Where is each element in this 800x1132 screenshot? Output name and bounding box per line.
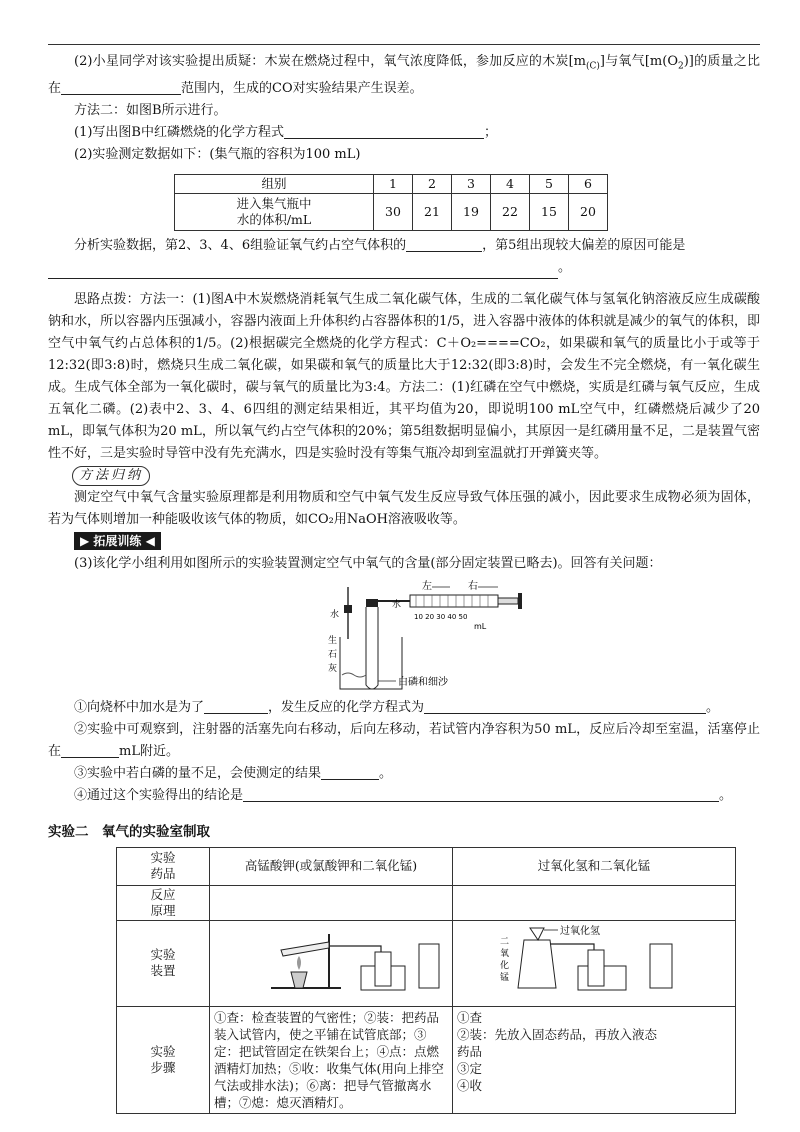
mno2-label-3: 化 [500, 960, 510, 971]
method-summary-text: 测定空气中氧气含量实验原理都是利用物质和空气中氧气发生反应导致气体压强的减小，因此要求生成物必须为固体，若为气体则增加一种能吸收该气体的物质，如CO₂用NaOH溶液吸收等。 [48, 489, 760, 527]
extension-badge-row [48, 531, 760, 553]
conical-flask [518, 940, 556, 988]
analysis-line: 分析实验数据，第2、3、4、6组验证氧气约占空气体积的 ，第5组出现较大偏差的原因可能是 [74, 237, 686, 253]
steps-left-cell: ①查：检查装置的气密性；②装：把药品装入试管内，使之平铺在试管底部；③定：把试管固定在铁架台上；④点：点燃酒精灯加热；⑤收：收集气体(用向上排空气法或排水法)；⑥离：把导气管撤离水槽；⑦熄：熄灭酒精灯。 [210, 1006, 453, 1113]
mno2-label-1: 二 [500, 936, 510, 947]
extension-badge: ▶ 拓展训练 ◀ [74, 532, 161, 550]
h2o2-apparatus-diagram [454, 922, 734, 998]
syringe-barrel [410, 595, 498, 607]
principle-cell-right[interactable] [453, 885, 736, 920]
funnel [530, 928, 544, 940]
conclusion-blank[interactable] [243, 786, 719, 802]
row-label-cell: 进入集气瓶中 水的体积/mL [175, 193, 374, 230]
kmno4-header: 高锰酸钾(或氯酸钾和二氧化锰) [210, 847, 453, 885]
equation-blank-2[interactable] [424, 698, 706, 714]
method-summary-badge-row [48, 465, 760, 487]
steps-label-cell: 实验 步骤 [117, 1006, 210, 1113]
scale-label: 10 20 30 40 50 [414, 612, 468, 621]
sub-question-4: ④通过这个实验得出的结论是 。 [74, 787, 733, 803]
gas-bottle-2 [650, 944, 672, 988]
h2o2-header: 过氧化氢和二氧化锰 [453, 847, 736, 885]
collecting-bottle-2 [588, 950, 604, 986]
steps-right-cell: ①查 ②装：先放入固态药品，再放入液态 药品 ③定 ④收 [453, 1006, 736, 1113]
phosphorus-label: 白磷和细沙 [398, 676, 448, 688]
method2-heading: 方法二：如图B所示进行。 [74, 102, 227, 118]
principle-cell-left[interactable] [210, 885, 453, 920]
answer-blank[interactable] [61, 79, 181, 95]
flame [297, 956, 301, 970]
test-tube [366, 607, 378, 689]
group-cell: 1 [374, 174, 413, 193]
delivery-tube-2 [550, 944, 594, 962]
apparatus-figure [48, 577, 760, 695]
method-summary-badge: 方法归纳 [72, 466, 150, 486]
lime-label-1: 生 [328, 635, 338, 646]
question-2-paragraph: (2)小星同学对该实验提出质疑：木炭在燃烧过程中，氧气浓度降低，参加反应的木炭$[m_{(C)}]$与氧气$[m(O_2)]$的质量之比在 范围内，生成的CO对实验结果产生误差。 [48, 54, 760, 96]
water-label-1: 水 [330, 609, 340, 620]
result-blank[interactable] [321, 764, 379, 780]
principle-label-cell: 反应 原理 [117, 885, 210, 920]
section-2-heading: 实验二 氧气的实验室制取 [48, 823, 210, 840]
group-cell: 4 [491, 174, 530, 193]
dropper-bulb [344, 605, 352, 613]
sub-question-2: ②实验中可观察到，注射器的活塞先向右移动，后向左移动，若试管内净容积为50 mL，反应后冷却至室温，活塞停止在 mL附近。 [48, 721, 760, 759]
q1-line: (1)写出图B中红磷燃烧的化学方程式 ； [74, 124, 497, 140]
reason-blank[interactable] [48, 264, 558, 279]
value-cell: 21 [413, 193, 452, 230]
apparatus-label-cell: 实验 装置 [117, 920, 210, 1006]
delivery-tube [329, 946, 381, 962]
q2-line: (2)实验测定数据如下：(集气瓶的容积为100 mL) [74, 146, 361, 162]
analysis-answer-line: 。 [48, 257, 760, 279]
apparatus-diagram [48, 577, 760, 695]
syringe-plunger [498, 598, 518, 604]
h2o2-apparatus-cell [453, 920, 736, 1006]
q3-line: (3)该化学小组利用如图所示的实验装置测定空气中氧气的含量(部分固定装置已略去)。回答有关问题： [74, 555, 662, 571]
volume-blank[interactable] [61, 742, 119, 758]
water-label-2: 水 [392, 599, 402, 610]
left-label: 左 [422, 580, 432, 592]
hint-paragraph: 思路点拨：方法一：(1)图A中木炭燃烧消耗氧气生成二氧化碳气体，生成的二氧化碳气体与氢氧化钠溶液反应生成碳酸钠和水，所以容器内压强减小，容器内液面上升体积约占容器体积的1/5，进入容器中液体的体积就是减少的氧气的体积，即空气中氧气约占总体积的1/5。(2)根据碳完全燃烧的化学方程式：C＋O₂====CO₂，如果碳和氧气的质量比小于或等于12:32(即3:8)时，燃烧只生成二氧化碳，如果碳和氧气的质量比大于12:32(即3:8)时，会发生不完全燃烧，有一氧化碳生成。生成气体全部为一氧化碳时，碳与氧气的质量比为3:4。方法二：(1)红磷在空气中燃烧，实质是红磷与氧气反应，生成五氧化二磷。(2)表中2、3、4、6四组的测定结果相近，其平均值为20，即说明100 mL空气中，红磷燃烧后减少了20 mL，即氧气体积为20 mL，所以氧气约占空气体积的20%；第5组数据明显偏小，其原因一是红磷用量不足，二是装置气密性不好，三是实验时导管中没有先充满水，四是实验时没有等集气瓶冷却到室温就打开弹簧夹等。 [48, 291, 760, 461]
heating-apparatus-diagram [211, 922, 451, 998]
h2o2-label: 过氧化氢 [560, 925, 600, 937]
lab-table [116, 847, 736, 1114]
value-cell: 22 [491, 193, 530, 230]
header-cell: 组别 [175, 174, 374, 193]
collecting-bottle [375, 952, 391, 986]
lime-label-3: 灰 [328, 663, 338, 674]
sub-question-3: ③实验中若白磷的量不足，会使测定的结果 。 [74, 765, 393, 781]
group-cell: 6 [569, 174, 608, 193]
mno2-label-4: 锰 [500, 972, 510, 983]
value-cell: 15 [530, 193, 569, 230]
right-label: 右 [468, 580, 478, 592]
sub-question-1: ①向烧杯中加水是为了 ，发生反应的化学方程式为 。 [74, 699, 720, 715]
lime-pile [342, 673, 366, 677]
page [48, 44, 760, 1114]
alcohol-lamp [291, 972, 307, 988]
value-cell: 30 [374, 193, 413, 230]
syringe-handle [518, 593, 522, 609]
equation-blank[interactable] [284, 123, 484, 139]
value-cell: 20 [569, 193, 608, 230]
group-cell: 3 [452, 174, 491, 193]
mno2-label-2: 氧 [500, 948, 510, 959]
heating-apparatus-cell [210, 920, 453, 1006]
data-table [174, 174, 608, 231]
heating-tube [281, 942, 329, 956]
top-rule [48, 44, 760, 45]
drug-label-cell: 实验 药品 [117, 847, 210, 885]
fraction-blank[interactable] [406, 236, 482, 252]
group-cell: 2 [413, 174, 452, 193]
group-cell: 5 [530, 174, 569, 193]
value-cell: 19 [452, 193, 491, 230]
gas-bottle [419, 944, 439, 988]
purpose-blank[interactable] [204, 698, 268, 714]
unit-label: mL [474, 621, 487, 631]
stopper [366, 599, 378, 607]
lime-label-2: 石 [328, 649, 338, 660]
